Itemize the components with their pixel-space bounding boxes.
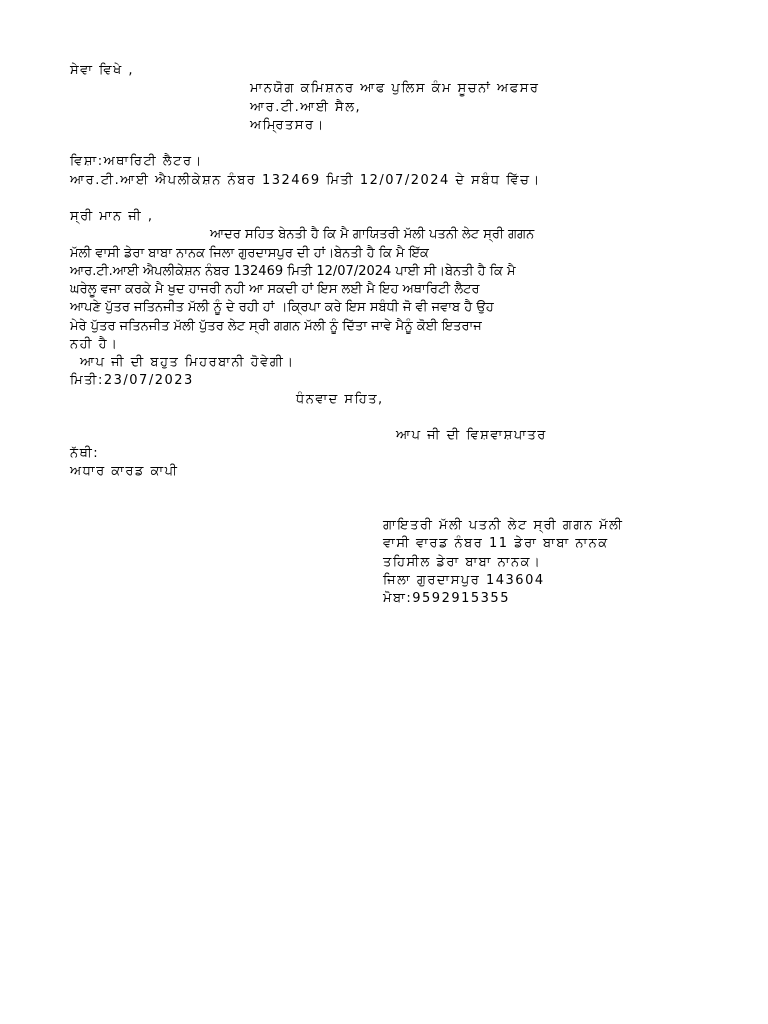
subject-line-2: ਆਰ.ਟੀ.ਆਈ ਐਪਲੀਕੇਸ਼ਨ ਨੰਬਰ 132469 ਮਿਤੀ 12/07/2024 ਦੇ ਸਬੰਧ ਵਿੱਚ। [70,173,541,188]
sender-line-4: ਜਿਲਾ ਗੁਰਦਾਸਪੁਰ 143604 [383,573,545,588]
greeting: ਸ੍ਰੀ ਮਾਨ ਜੀ , [70,209,154,224]
sender-mobile: ਮੋਬਾ:9592915355 [383,591,510,606]
body-line-1: ਆਦਰ ਸਹਿਤ ਬੇਨਤੀ ਹੈ ਕਿ ਮੈ ਗਾਯਿਤਰੀ ਮੱਲੀ ਪਤਨੀ ਲੇਟ ਸ੍ਰੀ ਗਗਨ [210,227,535,242]
body-line-6: ਮੇਰੇ ਪੁੱਤਰ ਜਤਿਨਜੀਤ ਮੱਲੀ ਪੁੱਤਰ ਲੇਟ ਸ੍ਰੀ ਗਗਨ ਮੱਲੀ ਨੂੰ ਦਿੱਤਾ ਜਾਵੇ ਮੈਨੂੰ ਕੋਈ ਇਤਰਾਜ [70,319,482,334]
subject-line-1: ਵਿਸ਼ਾ:ਅਥਾਰਿਟੀ ਲੈਟਰ। [70,154,203,169]
closing-yours-faithfully: ਆਪ ਜੀ ਦੀ ਵਿਸ਼ਵਾਸ਼ਪਾਤਰ [396,428,547,443]
closing-thanks: ਧੰਨਵਾਦ ਸਹਿਤ, [296,392,384,407]
body-line-7: ਨਹੀ ਹੈ। [70,337,119,352]
salutation: ਸੇਵਾ ਵਿਖੇ , [70,63,134,78]
enclosure-item: ਅਧਾਰ ਕਾਰਡ ਕਾਪੀ [70,464,179,479]
body-line-5: ਆਪਣੇ ਪੁੱਤਰ ਜਤਿਨਜੀਤ ਮੱਲੀ ਨੂੰ ਦੇ ਰਹੀ ਹਾਂ ।ਕ੍ਰਿਪਾ ਕਰੇ ਇਸ ਸਬੰਧੀ ਜੋ ਵੀ ਜਵਾਬ ਹੈ ਉਹ [70,300,494,315]
recipient-line-2: ਆਰ.ਟੀ.ਆਈ ਸੈਲ, [250,100,362,115]
enclosure-label: ਨੱਥੀ: [70,446,100,461]
recipient-line-3: ਅਮ੍ਰਿਤਸਰ। [250,118,325,133]
body-line-2: ਮੱਲੀ ਵਾਸੀ ਡੇਰਾ ਬਾਬਾ ਨਾਨਕ ਜਿਲਾ ਗੁਰਦਾਸਪੁਰ ਦੀ ਹਾਂ।ਬੇਨਤੀ ਹੈ ਕਿ ਮੈ ਇੱਕ [70,246,429,261]
thanks-line: ਆਪ ਜੀ ਦੀ ਬਹੁਤ ਮਿਹਰਬਾਨੀ ਹੋਵੇਗੀ। [80,355,295,370]
body-line-3: ਆਰ.ਟੀ.ਆਈ ਐਪਲੀਕੇਸ਼ਨ ਨੰਬਰ 132469 ਮਿਤੀ 12/07/2024 ਪਾਈ ਸੀ।ਬੇਨਤੀ ਹੈ ਕਿ ਮੈ [70,264,516,279]
sender-line-2: ਵਾਸੀ ਵਾਰਡ ਨੰਬਰ 11 ਡੇਰਾ ਬਾਬਾ ਨਾਨਕ [383,536,609,551]
body-line-4: ਘਰੇਲੂ ਵਜਾ ਕਰਕੇ ਮੈ ਖੁਦ ਹਾਜਰੀ ਨਹੀ ਆ ਸਕਦੀ ਹਾਂ ਇਸ ਲਈ ਮੈ ਇਹ ਅਥਾਰਿਟੀ ਲੈਟਰ [70,282,480,297]
sender-line-1: ਗਾਇਤਰੀ ਮੱਲੀ ਪਤਨੀ ਲੇਟ ਸ੍ਰੀ ਗਗਨ ਮੱਲੀ [383,518,624,533]
recipient-line-1: ਮਾਨਯੋਗ ਕਮਿਸ਼ਨਰ ਆਫ ਪੁਲਿਸ ਕੰਮ ਸੂਚਨਾਂ ਅਫਸਰ [250,81,540,96]
sender-line-3: ਤਹਿਸੀਲ ਡੇਰਾ ਬਾਬਾ ਨਾਨਕ। [383,555,542,570]
date-line: ਮਿਤੀ:23/07/2023 [70,373,194,388]
